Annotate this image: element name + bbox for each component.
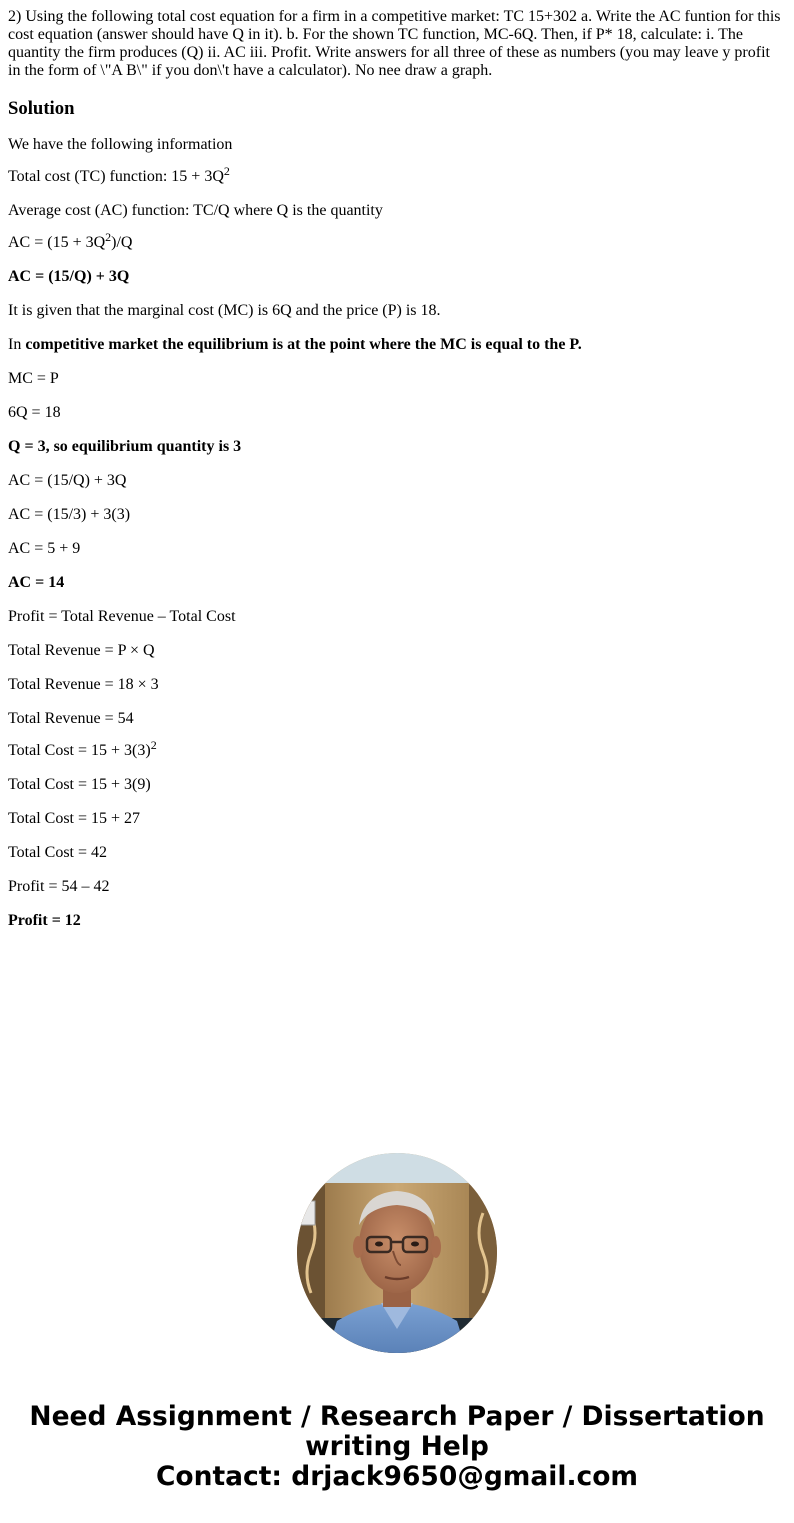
solution-line: Total Cost = 15 + 27 <box>8 810 141 827</box>
solution-line: Total Revenue = P × Q <box>8 642 155 659</box>
solution-line: Average cost (AC) function: TC/Q where Q is the quantity <box>8 202 383 219</box>
banner-line-2: writing Help <box>305 1431 489 1462</box>
solution-line: AC = (15/Q) + 3Q <box>8 472 127 489</box>
solution-line: Profit = 54 – 42 <box>8 878 110 895</box>
solution-line: 6Q = 18 <box>8 404 61 421</box>
solution-line: Total Revenue = 18 × 3 <box>8 676 159 693</box>
solution-line: AC = $(15 + 3Q^2)/Q$ <box>8 230 133 251</box>
solution-line: AC = 5 + 9 <box>8 540 81 557</box>
question-text: 2) Using the following total cost equation for a firm in a competitive market: TC 15+302 a. Write the AC funtion for this cost equation (answer should have Q in it). b. For the shown TC function, MC-6Q. Then, if P* 18, calculate: i. The quantity the firm produces (Q) ii. AC iii. Profit. Write answers for all three of these as numbers (you may leave y profit in the form of \"A B\" if you don\'t have a calculator). No nee draw a graph. <box>8 8 781 79</box>
tutor-photo <box>297 1153 497 1353</box>
solution-line: Profit = Total Revenue – Total Cost <box>8 608 236 625</box>
document-body <box>8 8 786 930</box>
solution-line: Total Revenue = 54 <box>8 710 134 727</box>
solution-line: MC = P <box>8 370 59 387</box>
solution-line: Profit = 12 <box>8 912 81 929</box>
tutor-avatar <box>297 1153 497 1353</box>
solution-heading: Solution <box>8 98 75 119</box>
solution-line: AC = (15/3) + 3(3) <box>8 506 131 523</box>
solution-line: In competitive market the equilibrium is at the point where the MC is equal to the P. <box>8 336 582 353</box>
banner-line-1: Need Assignment / Research Paper / Dissertation <box>29 1401 765 1432</box>
solution-line: AC = (15/Q) + 3Q <box>8 268 130 285</box>
solution-line: Total cost (TC) function: $15 + 3Q^2$ <box>8 164 230 185</box>
solution-line: Total Cost = $15 + 3(3)^2$ <box>8 738 157 759</box>
solution-line: It is given that the marginal cost (MC) is 6Q and the price (P) is 18. <box>8 302 441 319</box>
contact-banner <box>0 1402 794 1492</box>
solution-line: Q = 3, so equilibrium quantity is 3 <box>8 438 242 455</box>
banner-contact-email: Contact: drjack9650@gmail.com <box>155 1461 639 1492</box>
solution-line: Total Cost = 42 <box>8 844 108 861</box>
solution-line: Total Cost = 15 + 3(9) <box>8 776 151 793</box>
solution-line: We have the following information <box>8 136 233 153</box>
solution-line: AC = 14 <box>8 574 65 591</box>
